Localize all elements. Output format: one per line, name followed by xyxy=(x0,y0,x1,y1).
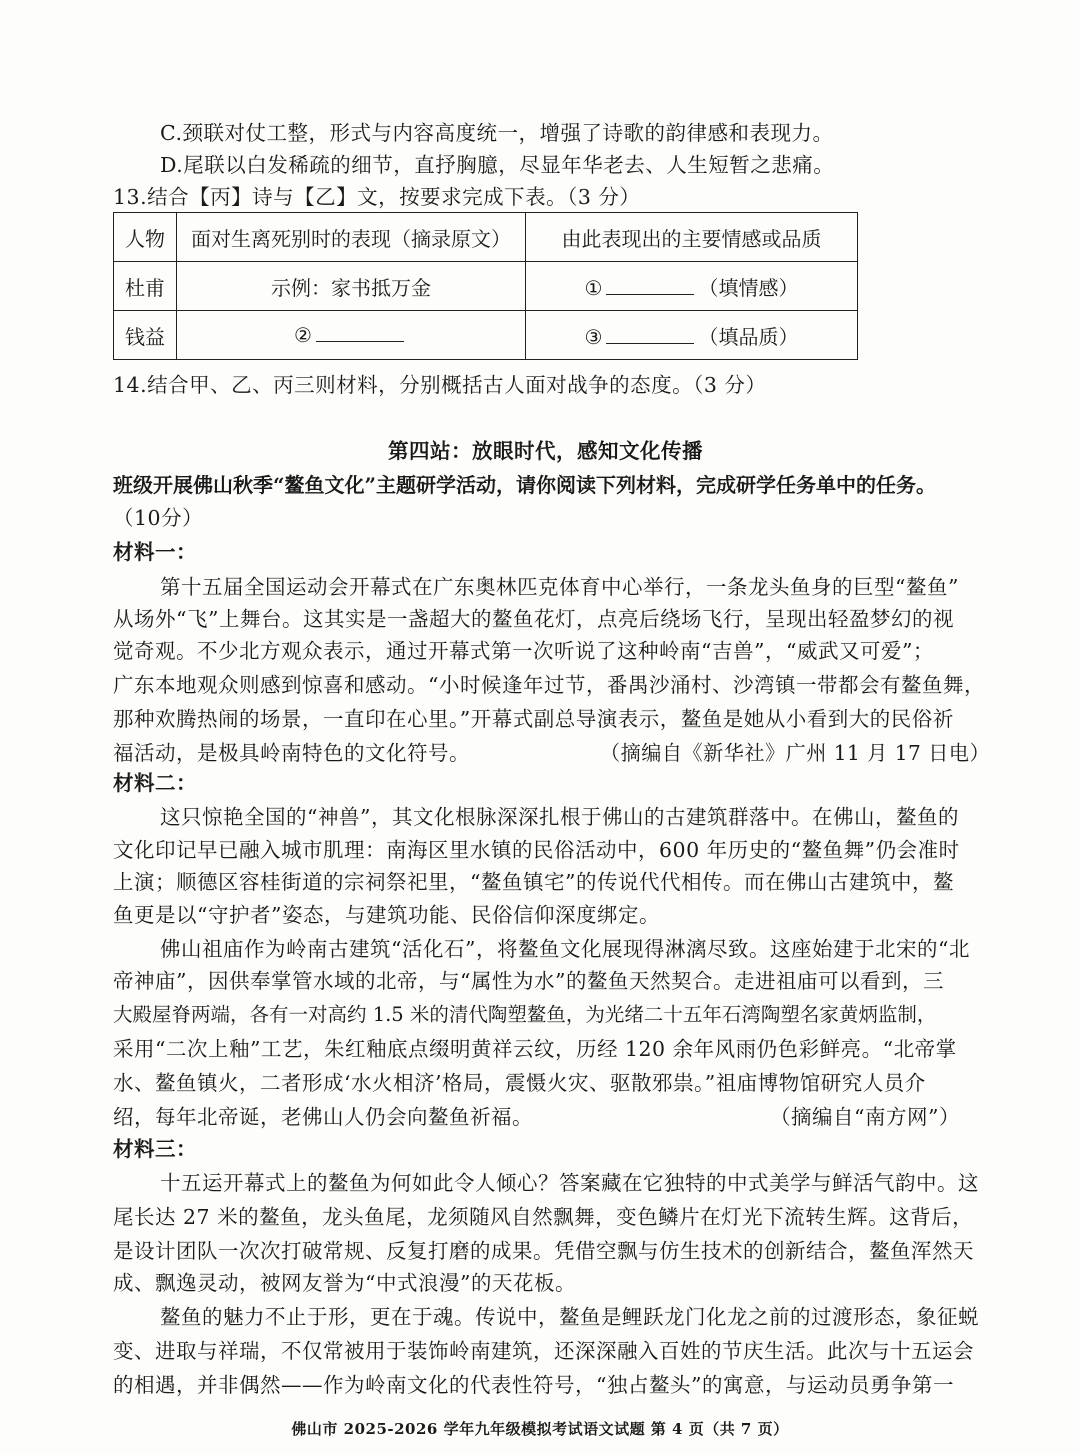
row-person: 钱益 xyxy=(114,311,177,360)
material2-line: 这只惊艳全国的“神兽”，其文化根脉深深扎根于佛山的古建筑群落中。在佛山，鳌鱼的 xyxy=(160,805,959,829)
material3-title: 材料三： xyxy=(113,1137,197,1161)
material1-line: 觉奇观。不少北方观众表示，通过开幕式第一次听说了这种岭南“吉兽”，“威武又可爱”； xyxy=(113,639,934,663)
material3-line: 鳌鱼的魅力不止于形，更在于魂。传说中，鳌鱼是鲤跃龙门化龙之前的过渡形态，象征蜕 xyxy=(160,1305,979,1329)
material3-line: 的相遇，并非偶然——作为岭南文化的代表性符号，“独占鳌头”的寓意，与运动员勇争第一 xyxy=(113,1373,954,1397)
material3-line: 变、进取与祥瑞，不仅常被用于装饰岭南建筑，还深深融入百姓的节庆生活。此次与十五运会 xyxy=(113,1339,974,1363)
material1-title: 材料一： xyxy=(113,540,197,564)
material2-line: 文化印记早已融入城市肌理：南海区里水镇的民俗活动中，600 年历史的“鳌鱼舞”仍会准时 xyxy=(113,838,960,862)
row-quality xyxy=(526,311,858,360)
material3-line: 十五运开幕式上的鳌鱼为何如此令人倾心？答案藏在它独特的中式美学与鲜活气韵中。这 xyxy=(160,1171,979,1195)
material2-source: （摘编自“南方网”） xyxy=(770,1105,960,1129)
material2-line: 鱼更是以“守护者”姿态，与建筑功能、民俗信仰深度绑定。 xyxy=(113,903,660,927)
material3-line: 是设计团队一次次打破常规、反复打磨的成果。凭借空飘与仿生技术的创新结合，鳌鱼浑然天 xyxy=(113,1239,974,1263)
section-title: 第四站：放眼时代，感知文化传播 xyxy=(388,439,703,463)
table-row xyxy=(114,262,858,311)
row-quality xyxy=(526,262,858,311)
blank-number: ① xyxy=(584,275,603,300)
question-13: 13.结合【丙】诗与【乙】文，按要求完成下表。（3 分） xyxy=(113,185,641,209)
blank-number: ③ xyxy=(584,324,603,349)
blank-number: ② xyxy=(294,323,312,347)
section-intro: 班级开展佛山秋季“鳌鱼文化”主题研学活动，请你阅读下列材料，完成研学任务单中的任务。 xyxy=(113,473,937,497)
material2-line: 水、鳌鱼镇火，二者形成‘水火相济’格局，震慑火灾、驱散邪祟。”祖庙博物馆研究人员介 xyxy=(113,1071,926,1095)
header-person: 人物 xyxy=(114,213,177,262)
question-14: 14.结合甲、乙、丙三则材料，分别概括古人面对战争的态度。（3 分） xyxy=(113,373,767,397)
table-header-row xyxy=(114,213,858,262)
section-score: （10分） xyxy=(113,506,204,530)
blank-hint: （填情感） xyxy=(698,275,799,300)
blank-hint: （填品质） xyxy=(698,324,799,349)
material1-line: 广东本地观众则感到惊喜和感动。“小时候逢年过节，番禺沙涌村、沙湾镇一带都会有鳌鱼舞， xyxy=(113,673,985,697)
header-expression: 面对生离死别时的表现（摘录原文） xyxy=(177,213,526,262)
material1-line: 福活动，是极具岭南特色的文化符号。 xyxy=(113,741,470,765)
q13-table xyxy=(113,212,858,360)
option-d: D.尾联以白发稀疏的细节，直抒胸臆，尽显年华老去、人生短暂之悲痛。 xyxy=(160,153,835,177)
material2-title: 材料二： xyxy=(113,771,197,795)
row-expression xyxy=(177,311,526,360)
answer-blank[interactable] xyxy=(606,276,694,295)
material1-source: （摘编自《新华社》广州 11 月 17 日电） xyxy=(600,741,991,765)
material2-line: 上演；顺德区容桂街道的宗祠祭祀里，“鳌鱼镇宅”的传说代代相传。而在佛山古建筑中，鳌 xyxy=(113,870,954,894)
answer-blank[interactable] xyxy=(316,323,404,342)
page-footer: 佛山市 2025-2026 学年九年级模拟考试语文试题 第 4 页（共 7 页） xyxy=(291,1420,789,1438)
row-person: 杜甫 xyxy=(114,262,177,311)
material1-line: 第十五届全国运动会开幕式在广东奥林匹克体育中心举行，一条龙头鱼身的巨型“鳌鱼” xyxy=(160,575,959,599)
material2-line: 绍，每年北帝诞，老佛山人仍会向鳌鱼祈福。 xyxy=(113,1105,533,1129)
header-quality: 由此表现出的主要情感或品质 xyxy=(526,213,858,262)
material1-line: 从场外“飞”上舞台。这其实是一盏超大的鳌鱼花灯，点亮后绕场飞行，呈现出轻盈梦幻的视 xyxy=(113,607,954,631)
material3-line: 成、飘逸灵动，被网友誉为“中式浪漫”的天花板。 xyxy=(113,1271,576,1295)
row-expression: 示例：家书抵万金 xyxy=(177,262,526,311)
material2-line: 大殿屋脊两端，各有一对高约 1.5 米的清代陶塑鳌鱼，为光绪二十五年石湾陶塑名家黄炳监制， xyxy=(113,1003,937,1026)
answer-blank[interactable] xyxy=(606,325,694,344)
option-c: C.颈联对仗工整，形式与内容高度统一，增强了诗歌的韵律感和表现力。 xyxy=(160,121,834,145)
material2-line: 帝神庙”，因供奉掌管水域的北帝，与“属性为水”的鳌鱼天然契合。走进祖庙可以看到，三 xyxy=(113,969,944,993)
table-row xyxy=(114,311,858,360)
material3-line: 尾长达 27 米的鳌鱼，龙头鱼尾，龙须随风自然飘舞，变色鳞片在灯光下流转生辉。这背后， xyxy=(113,1205,974,1229)
material2-line: 佛山祖庙作为岭南古建筑“活化石”，将鳌鱼文化展现得淋漓尽致。这座始建于北宋的“北 xyxy=(160,937,970,961)
material1-line: 那种欢腾热闹的场景，一直印在心里。”开幕式副总导演表示，鳌鱼是她从小看到大的民俗祈 xyxy=(113,707,954,731)
material2-line: 采用“二次上釉”工艺，朱红釉底点缀明黄祥云纹，历经 120 余年风雨仍色彩鲜亮。“北帝掌 xyxy=(113,1037,957,1061)
